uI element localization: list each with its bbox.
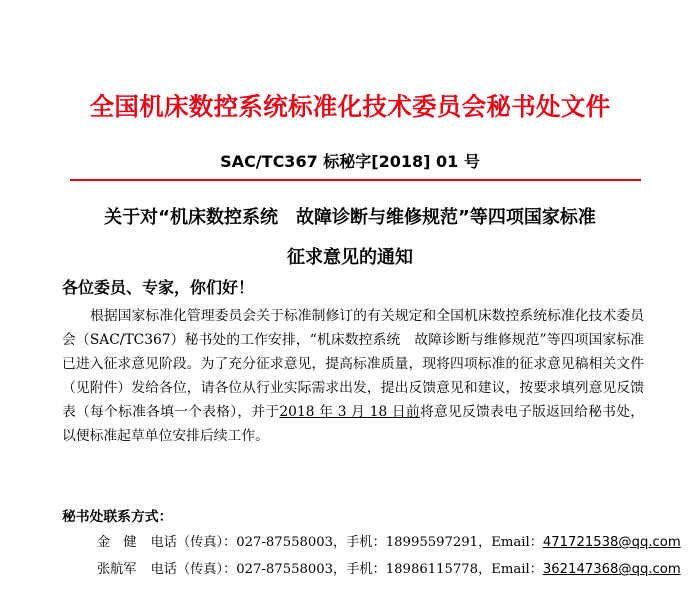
body-paragraph	[62, 304, 644, 448]
contact-mobile: 18995597291	[385, 535, 479, 550]
contact-email-link[interactable]: 362147368@qq.com	[542, 562, 681, 577]
body-text-before-deadline: 根据国家标准化管理委员会关于标准制修订的有关规定和全国机床数控系统标准化技术委员会（SAC/TC367）秘书处的工作安排，“机床数控系统 故障诊断与维修规范”等四项国家标准已进入征求意见阶段。为了充分征求意见，提高标准质量，现将四项标准的征求意见稿相关文件（见附件）发给各位，请各位从行业实际需求出发，提出反馈意见和建议，按要求填列意见反馈表（每个标准各填一个表格），并于	[62, 308, 644, 420]
contact-name: 金 健	[97, 535, 137, 550]
contact-phone-label: 电话（传真）：	[150, 562, 237, 577]
document-header-title: 全国机床数控系统标准化技术委员会秘书处文件	[89, 92, 611, 121]
contact-mobile: 18986115778	[385, 562, 479, 577]
contact-row	[97, 558, 681, 577]
contact-heading: 秘书处联系方式：	[62, 509, 173, 525]
notice-title-line-1: 关于对“机床数控系统 故障诊断与维修规范”等四项国家标准	[104, 207, 596, 228]
salutation: 各位委员、专家，你们好！	[62, 278, 255, 297]
contact-phone: 027-87558003	[236, 562, 334, 577]
contact-row	[97, 531, 681, 550]
contact-email-link[interactable]: 471721538@qq.com	[542, 535, 681, 550]
contact-mobile-label: ，手机：	[333, 562, 386, 577]
deadline-date: 2018 年 3 月 18 日前	[279, 404, 420, 420]
contact-name: 张航军	[97, 562, 137, 577]
contact-email-label: ，Email：	[478, 562, 543, 577]
header-divider	[70, 179, 641, 181]
document-number: SAC/TC367 标秘字[2018] 01 号	[220, 152, 480, 171]
contact-phone: 027-87558003	[236, 535, 334, 550]
body-text-after-deadline: 将意见反馈表电子版返回给秘书处，以便标准起草单位安排后续工作。	[62, 404, 645, 444]
contact-phone-label: 电话（传真）：	[150, 535, 237, 550]
notice-title-line-2: 征求意见的通知	[287, 247, 413, 268]
contact-mobile-label: ，手机：	[333, 535, 386, 550]
contact-email-label: ，Email：	[478, 535, 543, 550]
